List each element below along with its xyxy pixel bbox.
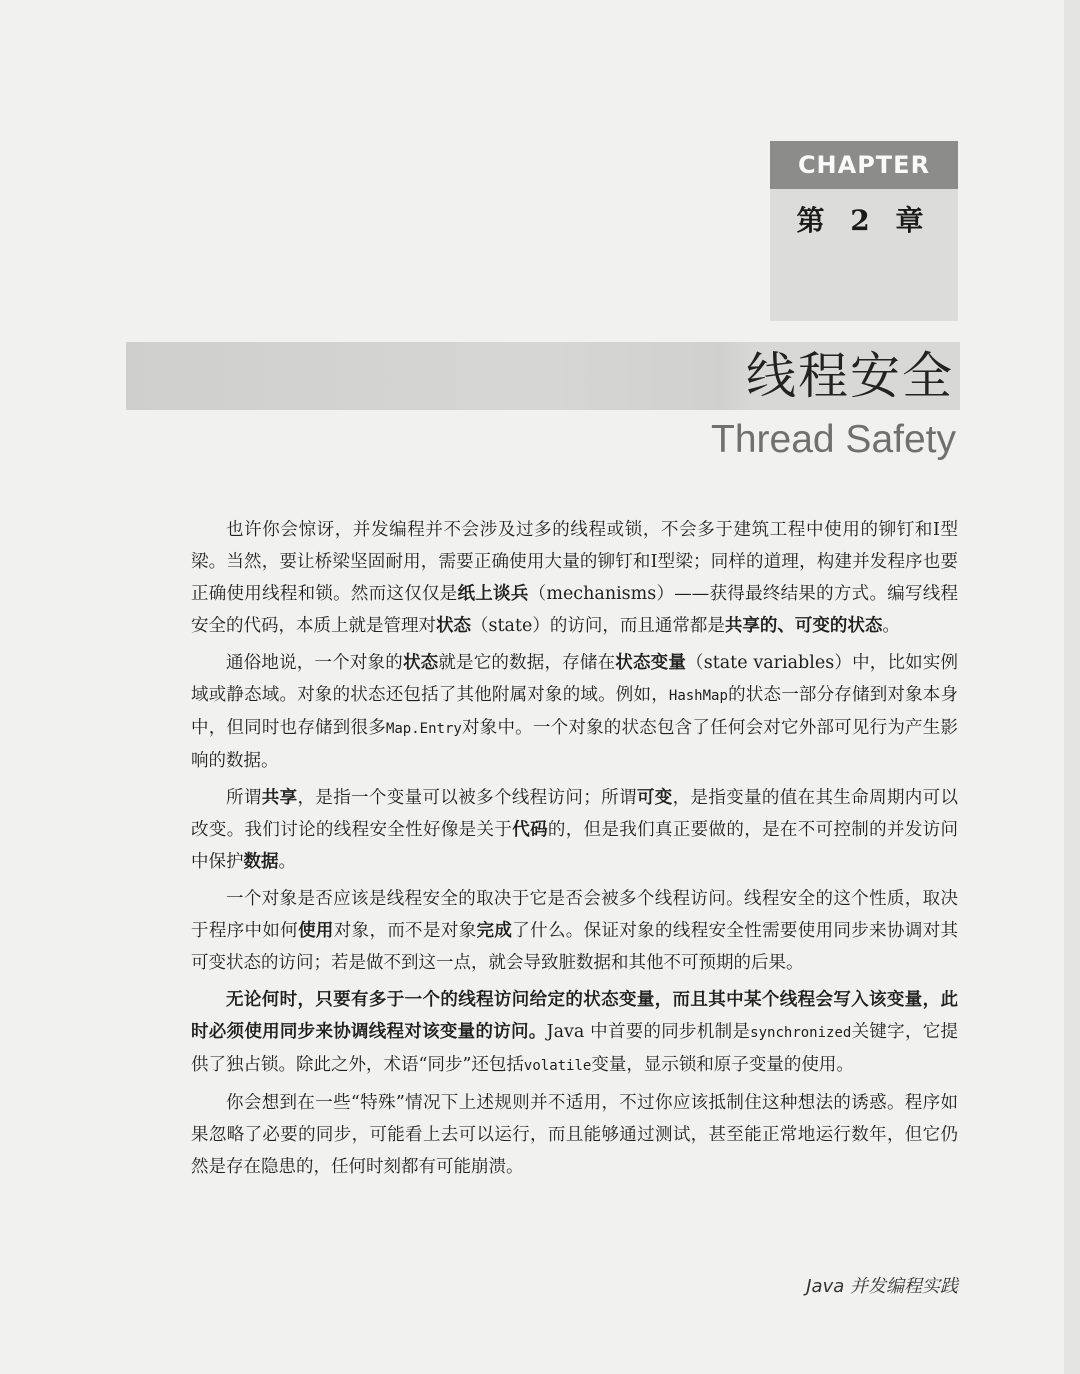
bold-text: 无论何时，只要有多于一个的线程访问给定的状态变量，而且其中某个线程会写入该变量，此时必须使用同步来协调线程对该变量的访问。 bbox=[191, 990, 958, 1042]
paragraph bbox=[191, 647, 958, 777]
paragraph bbox=[191, 514, 958, 642]
text-run: （mechanisms）——获得最终结果的方式。编写线程安全的代码，本质上就是管理对 bbox=[191, 584, 959, 636]
bold-text: 状态 bbox=[402, 653, 439, 673]
code-text: HashMap bbox=[668, 688, 728, 704]
paragraph bbox=[191, 984, 958, 1082]
text-run: 一个对象是否应该是线程安全的取决于它是否会被多个线程访问。线程安全的这个性质，取决于程序中如何 bbox=[191, 889, 958, 941]
chapter-box bbox=[770, 141, 958, 321]
text-run: 就是它的数据，存储在 bbox=[438, 653, 616, 673]
title-band bbox=[126, 342, 960, 410]
chapter-label: CHAPTER bbox=[770, 141, 958, 189]
body-text bbox=[191, 514, 958, 1188]
bold-text: 共享的、可变的状态 bbox=[724, 616, 883, 636]
text-run: ，是指一个变量可以被多个线程访问；所谓 bbox=[297, 788, 637, 808]
text-run: 的状态一部分存储到对象本身中，但同时也存储到很多 bbox=[191, 685, 959, 738]
text-run: 变量，显示锁和原子变量的使用。 bbox=[591, 1055, 854, 1075]
paragraph bbox=[191, 883, 958, 979]
text-run: （state）的访问，而且通常都是 bbox=[471, 616, 725, 636]
text-run: 所谓 bbox=[226, 788, 262, 808]
text-run: （state variables）中，比如实例域或静态域。对象的状态还包括了其他附属对象的域。例如， bbox=[191, 653, 959, 705]
bold-text: 可变 bbox=[636, 788, 673, 808]
text-run: 对象，而不是对象 bbox=[333, 921, 477, 941]
paragraph bbox=[191, 1087, 958, 1183]
book-title-footer: Java 并发编程实践 bbox=[806, 1276, 958, 1297]
bold-text: 纸上谈兵 bbox=[457, 584, 529, 604]
text-run: 关键字，它提供了独占锁。除此之外，术语“同步”还包括 bbox=[191, 1022, 958, 1075]
text-run: 。 bbox=[882, 616, 900, 636]
bold-text: 状态 bbox=[436, 616, 471, 636]
text-run: 。 bbox=[278, 852, 296, 872]
text-run: 通俗地说，一个对象的 bbox=[226, 653, 403, 673]
bold-text: 共享 bbox=[261, 788, 298, 808]
chapter-number: 第 2 章 bbox=[796, 204, 932, 237]
code-text: volatile bbox=[523, 1058, 592, 1074]
chapter-title-zh: 线程安全 bbox=[722, 342, 960, 410]
bold-text: 数据 bbox=[243, 852, 279, 872]
bold-text: 使用 bbox=[298, 921, 334, 941]
code-text: synchronized bbox=[750, 1025, 852, 1041]
text-run: 对象中。一个对象的状态包含了任何会对它外部可见行为产生影响的数据。 bbox=[191, 718, 958, 771]
text-run: ，是指变量的值在其生命周期内可以改变。我们讨论的线程安全性好像是关于 bbox=[191, 788, 959, 840]
text-run: 你会想到在一些“特殊”情况下上述规则并不适用，不过你应该抵制住这种想法的诱惑。程序如果忽略了必要的同步，可能看上去可以运行，而且能够通过测试，甚至能正常地运行数年，但它仍然是存在隐患的，任何时刻都有可能崩溃。 bbox=[191, 1093, 958, 1177]
text-run: Java 中首要的同步机制是 bbox=[546, 1022, 751, 1042]
code-text: Map.Entry bbox=[385, 721, 462, 737]
bold-text: 完成 bbox=[476, 921, 513, 941]
paragraph bbox=[191, 782, 958, 878]
page-edge bbox=[1064, 0, 1080, 1374]
bold-text: 代码 bbox=[512, 820, 548, 840]
text-run: 的，但是我们真正要做的，是在不可控制的并发访问中保护 bbox=[191, 820, 959, 872]
bold-text: 状态变量 bbox=[615, 653, 687, 673]
chapter-title-en: Thread Safety bbox=[711, 418, 956, 461]
text-run: 也许你会惊讶，并发编程并不会涉及过多的线程或锁，不会多于建筑工程中使用的铆钉和I型梁。当然，要让桥梁坚固耐用，需要正确使用大量的铆钉和I型梁；同样的道理，构建并发程序也要正确使用线程和锁。然而这仅仅是 bbox=[191, 520, 958, 604]
text-run: 了什么。保证对象的线程安全性需要使用同步来协调对其可变状态的访问；若是做不到这一点，就会导致脏数据和其他不可预期的后果。 bbox=[191, 921, 959, 973]
